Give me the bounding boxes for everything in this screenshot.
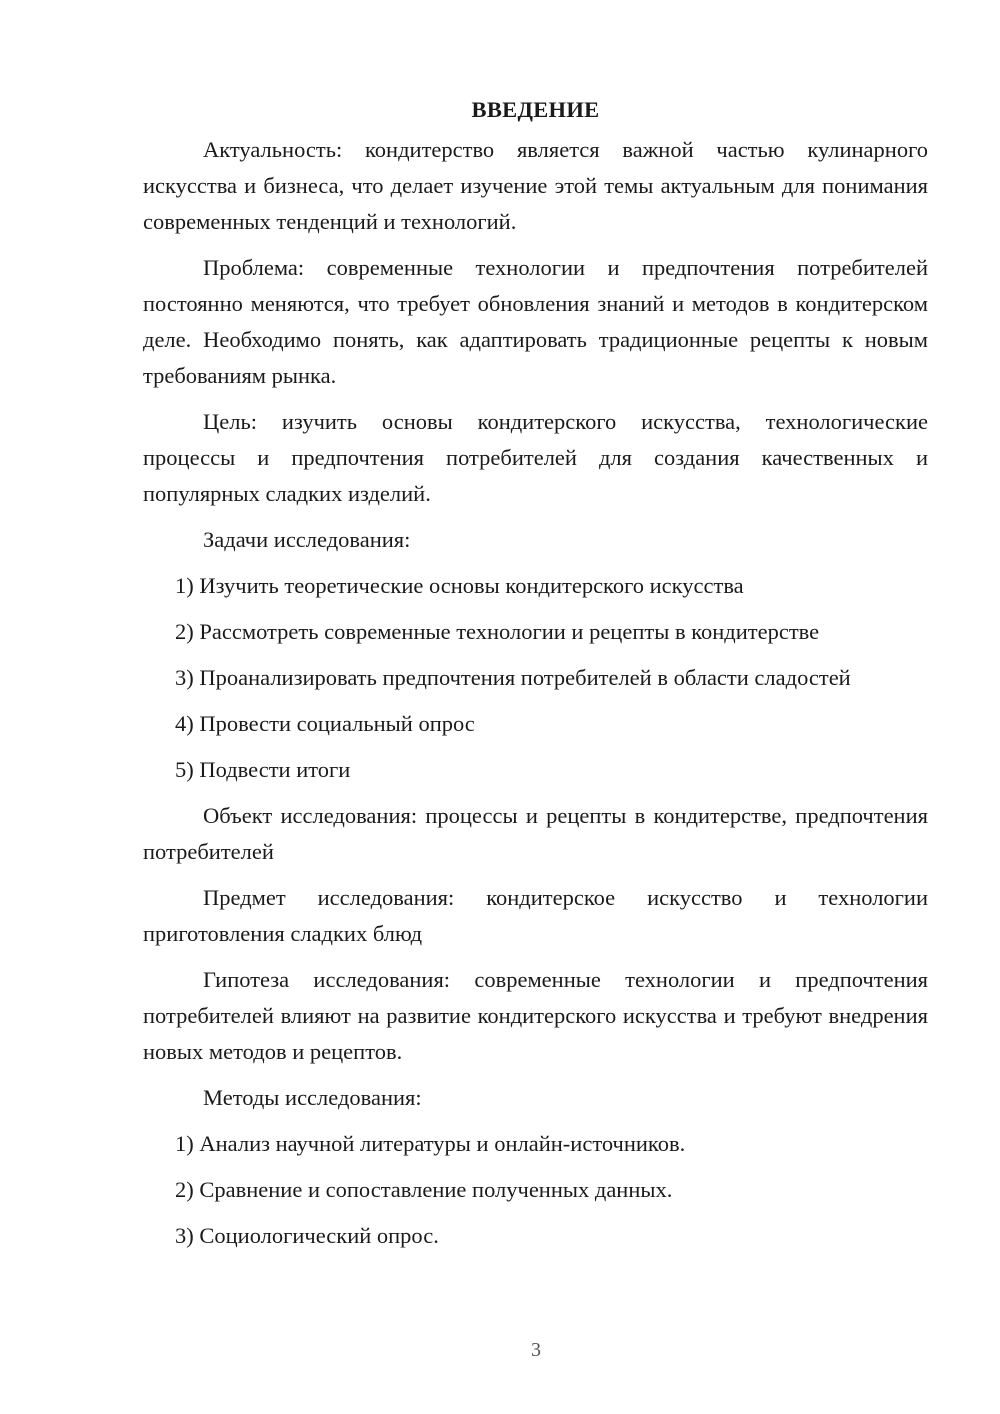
- list-item: 2) Рассмотреть современные технологии и рецепты в кондитерстве: [175, 619, 820, 644]
- paragraph-object: Объект исследования: процессы и рецепты в кондитерстве, предпочтения потребителей: [143, 803, 928, 864]
- list-item: 3) Социологический опрос.: [175, 1223, 439, 1248]
- paragraph-goal: Цель: изучить основы кондитерского искусства, технологические процессы и предпочтения потребителей для создания качественных и популярных сладких изделий.: [143, 409, 928, 506]
- paragraph-hypothesis: Гипотеза исследования: современные технологии и предпочтения потребителей влияют на развитие кондитерского искусства и требуют внедрения новых методов и рецептов.: [143, 967, 928, 1064]
- list-item: 2) Сравнение и сопоставление полученных данных.: [175, 1177, 673, 1202]
- methods-heading: Методы исследования:: [203, 1085, 422, 1110]
- list-item: 4) Провести социальный опрос: [175, 711, 475, 736]
- list-item: 1) Анализ научной литературы и онлайн-источников.: [175, 1131, 686, 1156]
- page-title: ВВЕДЕНИЕ: [471, 97, 600, 122]
- methods-list: [143, 1126, 928, 1254]
- tasks-list: [143, 568, 928, 788]
- paragraph-problem: Проблема: современные технологии и предпочтения потребителей постоянно меняются, что требует обновления знаний и методов в кондитерском деле. Необходимо понять, как адаптировать традиционные рецепты к новым требованиям рынка.: [143, 255, 928, 388]
- page-number: 3: [531, 1339, 541, 1361]
- paragraph-subject: Предмет исследования: кондитерское искусство и технологии приготовления сладких блюд: [143, 885, 928, 946]
- page-content: [143, 92, 928, 1264]
- list-item: 3) Проанализировать предпочтения потребителей в области сладостей: [175, 665, 851, 690]
- tasks-heading: Задачи исследования:: [203, 527, 411, 552]
- list-item: 5) Подвести итоги: [175, 757, 351, 782]
- list-item: 1) Изучить теоретические основы кондитерского искусства: [175, 573, 744, 598]
- paragraph-relevance: Актуальность: кондитерство является важной частью кулинарного искусства и бизнеса, что делает изучение этой темы актуальным для понимания современных тенденций и технологий.: [143, 137, 928, 234]
